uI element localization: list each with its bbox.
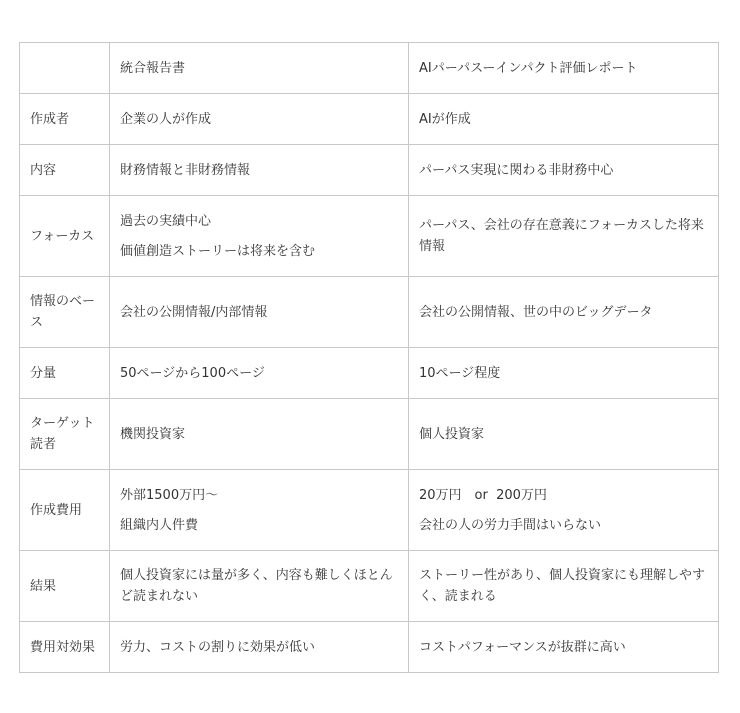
cell-text: 価値創造ストーリーは将来を含む: [120, 243, 316, 259]
cell-text: 50ページから100ページ: [120, 365, 265, 381]
cell-text: 10ページ程度: [419, 365, 501, 381]
row-label: 分量: [20, 348, 110, 399]
row-label: ターゲット読者: [20, 399, 110, 470]
cell-text: 財務情報と非財務情報: [120, 162, 251, 178]
cell-text: 会社の公開情報、世の中のビッグデータ: [419, 304, 653, 320]
cell-text: 機関投資家: [120, 426, 186, 442]
right-cell: [409, 470, 719, 551]
right-cell: [409, 277, 719, 348]
table-row: [20, 94, 719, 145]
right-cell: [409, 94, 719, 145]
cell-text: パーパス実現に関わる非財務中心: [419, 162, 614, 178]
right-cell: [409, 196, 719, 277]
comparison-table: [19, 42, 719, 673]
cell-text: 会社の人の労力手間はいらない: [419, 517, 602, 533]
left-cell: [110, 399, 409, 470]
cell-text: 外部1500万円〜: [120, 487, 219, 503]
row-label: フォーカス: [20, 196, 110, 277]
right-cell: [409, 622, 719, 673]
row-label: 結果: [20, 551, 110, 622]
left-cell: [110, 470, 409, 551]
left-cell: [110, 145, 409, 196]
cell-text: パーパス、会社の存在意義にフォーカスした将来情報: [419, 218, 704, 254]
row-label: 内容: [20, 145, 110, 196]
table-row: [20, 622, 719, 673]
cell-text: 企業の人が作成: [120, 111, 212, 127]
cell-text: ストーリー性があり、個人投資家にも理解しやすく、読まれる: [419, 568, 706, 604]
table-row: [20, 277, 719, 348]
table-row: [20, 348, 719, 399]
cell-text: 20万円 or 200万円: [419, 487, 547, 503]
table-row: [20, 399, 719, 470]
cell-text: 会社の公開情報/内部情報: [120, 304, 268, 320]
left-cell: [110, 196, 409, 277]
left-cell: [110, 622, 409, 673]
cell-text: 労力、コストの割りに効果が低い: [120, 639, 316, 655]
row-label: 作成者: [20, 94, 110, 145]
cell-text: AIが作成: [419, 111, 471, 127]
right-cell: [409, 145, 719, 196]
header-cell-integrated-report: 統合報告書: [110, 43, 409, 94]
cell-text: 過去の実績中心: [120, 213, 212, 229]
left-cell: [110, 551, 409, 622]
row-label: 情報のベース: [20, 277, 110, 348]
cell-text: コストパフォーマンスが抜群に高い: [419, 639, 626, 655]
table-header-row: [20, 43, 719, 94]
header-cell-ai-report: AIパーパスーインパクト評価レポート: [409, 43, 719, 94]
cell-text: 組織内人件費: [120, 517, 199, 533]
table-row: [20, 145, 719, 196]
right-cell: [409, 399, 719, 470]
row-label: 作成費用: [20, 470, 110, 551]
header-cell-empty: [20, 43, 110, 94]
table-row: [20, 196, 719, 277]
table-row: [20, 470, 719, 551]
left-cell: [110, 348, 409, 399]
left-cell: [110, 277, 409, 348]
right-cell: [409, 348, 719, 399]
row-label: 費用対効果: [20, 622, 110, 673]
right-cell: [409, 551, 719, 622]
left-cell: [110, 94, 409, 145]
table-row: [20, 551, 719, 622]
cell-text: 個人投資家には量が多く、内容も難しくほとんど読まれない: [120, 568, 393, 604]
cell-text: 個人投資家: [419, 426, 485, 442]
